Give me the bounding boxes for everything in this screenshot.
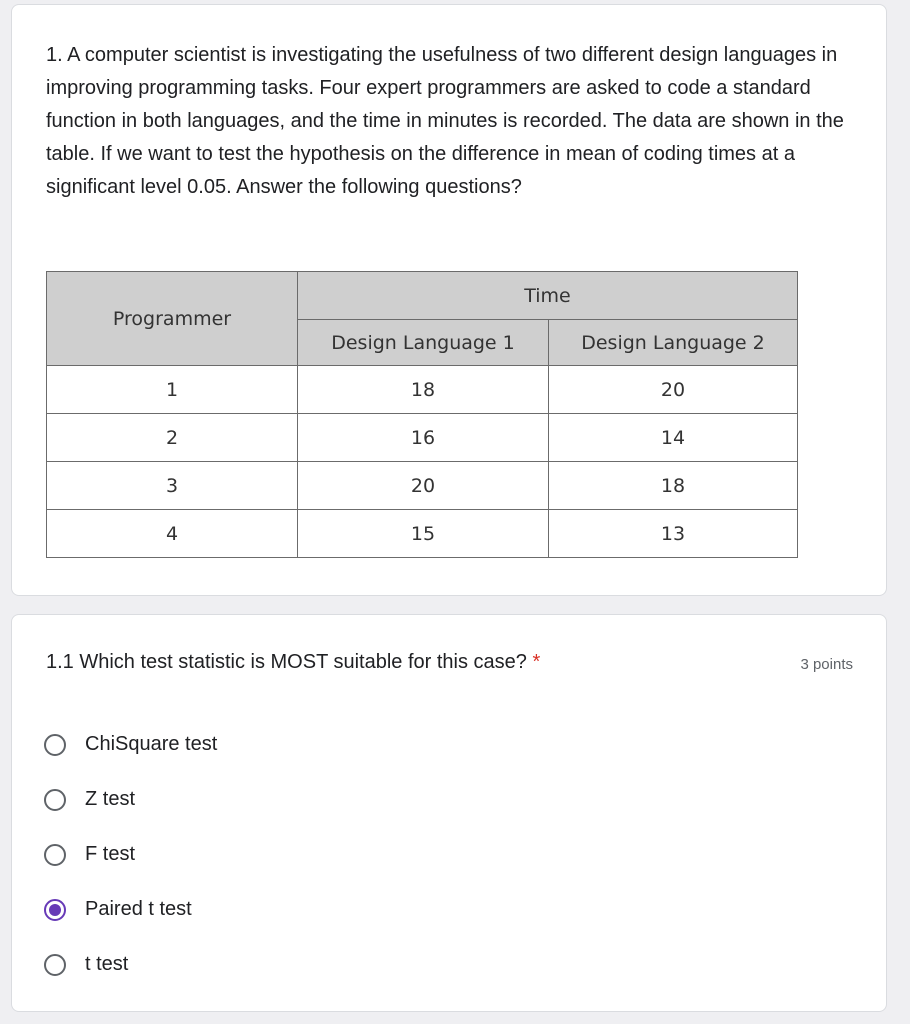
table-row [47,462,798,510]
question-title-text: 1.1 Which test statistic is MOST suitable for this case? [46,651,527,673]
question-card-1-1 [11,614,887,1012]
option-z-test[interactable] [44,772,217,827]
question-title [46,651,540,674]
radio-button[interactable] [44,844,66,866]
cell-lang2: 14 [549,414,798,462]
header-design-language-2: Design Language 2 [549,320,798,366]
points-label: 3 points [800,656,853,673]
option-label: Z test [85,788,136,810]
option-label: Paired t test [85,898,192,920]
cell-programmer: 1 [47,366,298,414]
option-f-test[interactable] [44,827,217,882]
table-row [47,414,798,462]
option-label: t test [85,953,129,975]
cell-lang2: 20 [549,366,798,414]
radio-button[interactable] [44,954,66,976]
cell-programmer: 2 [47,414,298,462]
table-row [47,510,798,558]
option-label: F test [85,843,136,865]
option-label: ChiSquare test [85,733,218,755]
radio-group [44,717,217,992]
cell-lang1: 18 [298,366,549,414]
option-paired-t-test[interactable] [44,882,217,937]
cell-lang1: 15 [298,510,549,558]
table-row [47,366,798,414]
option-t-test[interactable] [44,937,217,992]
question-text: 1. A computer scientist is investigating the usefulness of two different design languages in improving programming tasks. Four expert programmers are asked to code a standard function in both languages, and the time in minutes is recorded. The data are shown in the table. If we want to test the hypothesis on the difference in mean of coding times at a significant level 0.05. Answer the following questions? [46,44,844,198]
cell-lang1: 16 [298,414,549,462]
radio-button[interactable] [44,734,66,756]
question-card-intro [11,4,887,596]
data-table [46,271,798,558]
cell-lang2: 13 [549,510,798,558]
cell-programmer: 3 [47,462,298,510]
radio-button-selected[interactable] [44,899,66,921]
required-asterisk: * [532,651,541,673]
cell-lang2: 18 [549,462,798,510]
option-chisquare-test[interactable] [44,717,217,772]
header-time: Time [298,272,798,320]
cell-lang1: 20 [298,462,549,510]
header-design-language-1: Design Language 1 [298,320,549,366]
cell-programmer: 4 [47,510,298,558]
radio-button[interactable] [44,789,66,811]
header-programmer: Programmer [47,272,298,366]
